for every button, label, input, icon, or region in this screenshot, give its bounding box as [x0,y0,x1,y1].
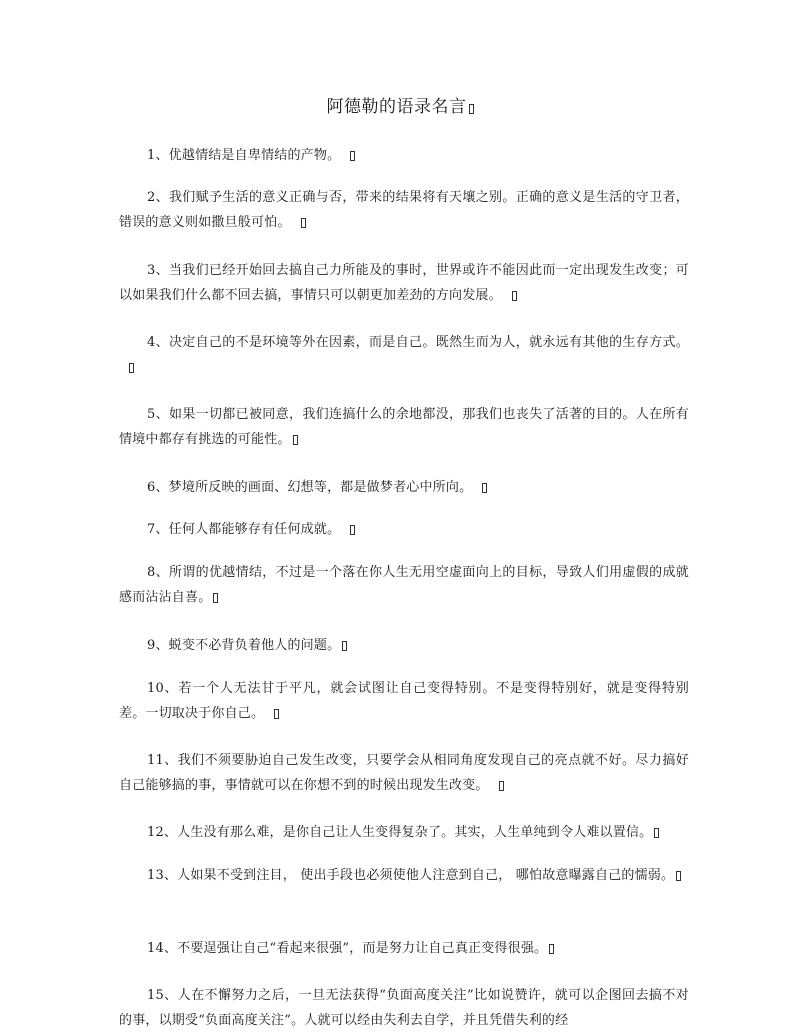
document-title [0,92,800,117]
end-mark-icon [213,593,218,603]
end-mark-icon [654,828,659,838]
quote-paragraph-7: 7、任何人都能够存有任何成就。 [119,517,689,542]
end-mark-icon [549,944,554,954]
quote-paragraph-9: 9、蜕变不必背负着他人的问题。 [119,633,689,658]
quote-paragraph-1: 1、优越情结是自卑情结的产物。 [119,143,689,168]
end-mark-icon [129,363,134,373]
end-mark-icon [274,709,279,719]
quote-paragraph-3: 3、当我们已经开始回去搞自己力所能及的事时，世界或许不能因此而一定出现发生改变；可以如果我们什么都不回去搞，事情只可以朝更加差劲的方向发展。 [119,263,689,303]
quote-paragraph-5: 5、如果一切都已被同意，我们连搞什么的余地都没，那我们也丧失了活著的目的。人在所有情境中都存有挑选的可能性。 [119,407,689,447]
quote-paragraph-8: 8、所谓的优越情结，不过是一个落在你人生无用空虚面向上的目标，导致人们用虚假的成就感而沾沾自喜。 [119,565,689,605]
end-mark-icon [350,151,355,161]
end-mark-icon [512,291,517,301]
quote-paragraph-10: 10、若一个人无法甘于平凡，就会试图让自己变得特别。不是变得特别好，就是变得特别差。一切取决于你自己。 [119,681,689,721]
quote-paragraph-12: 12、人生没有那么难，是你自己让人生变得复杂了。其实，人生单纯到令人难以置信。 [119,820,689,845]
quote-paragraph-15: 15、人在不懈努力之后，一旦无法获得“负面高度关注”比如说赞许，就可以企图回去搞不对的事，以期受“负面高度关注”。人就可以经由失利去自学，并且凭借失利的经 [119,988,689,1028]
quote-paragraph-6: 6、梦境所反映的画面、幻想等，都是做梦者心中所向。 [119,475,689,500]
end-mark-icon [301,218,306,228]
quote-paragraph-4: 4、决定自己的不是环境等外在因素，而是自己。既然生而为人，就永远有其他的生存方式。 [119,330,689,380]
quote-paragraph-13: 13、人如果不受到注目， 使出手段也必须使他人注意到自己， 哪怕故意曝露自己的懦弱。 [119,863,689,888]
title-text: 阿德勒的语录名言 [326,97,467,117]
end-mark-icon [350,525,355,535]
end-mark-icon [499,781,504,791]
end-mark-icon [469,104,474,114]
quote-paragraph-2: 2、我们赋予生活的意义正确与否，带来的结果将有天壤之别。正确的意义是生活的守卫者，错误的意义则如撒旦般可怕。 [119,190,689,230]
quote-paragraph-14: 14、不要逞强让自己“看起来很强”，而是努力让自己真正变得很强。 [119,936,689,961]
end-mark-icon [482,483,487,493]
quote-paragraph-11: 11、我们不须要胁迫自己发生改变，只要学会从相同角度发现自己的亮点就不好。尽力搞好自己能够搞的事，事情就可以在你想不到的时候出现发生改变。 [119,753,689,793]
end-mark-icon [342,641,347,651]
end-mark-icon [676,871,681,881]
end-mark-icon [293,435,298,445]
